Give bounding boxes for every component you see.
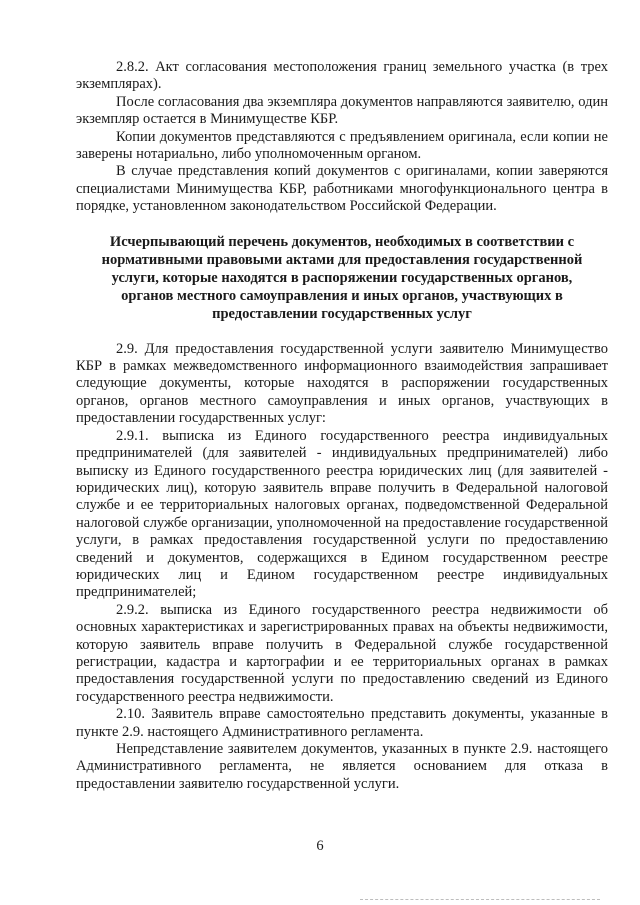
document-body — [76, 59, 608, 793]
paragraph-2-10: 2.10. Заявитель вправе самостоятельно представить документы, указанные в пункте 2.9. настоящего Административного регламента. — [76, 706, 608, 740]
paragraph-2-8-2: 2.8.2. Акт согласования местоположения границ земельного участка (в трех экземплярах). — [76, 59, 608, 93]
paragraph-2-9-1: 2.9.1. выписка из Единого государственного реестра индивидуальных предпринимателей (для заявителей - индивидуальных предпринимателей) либо выписку из Единого государственного реестра юридических лиц (для заявителей - юридических лиц), которую заявитель вправе получить в Федеральной налоговой службе и ее территориальных налоговых органах, подведомственной Федеральной налоговой службе организации, уполномоченной на предоставление государственной услуги, в рамках предоставления государственной услуги по предоставлению сведений и документов, содержащихся в Едином государственном реестре юридических лиц и Едином государственном реестре индивидуальных предпринимателей; — [76, 427, 608, 601]
scan-edge-mark — [360, 899, 600, 903]
paragraph-2-9-2: 2.9.2. выписка из Единого государственного реестра недвижимости об основных характеристиках и зарегистрированных правах на объекты недвижимости, которую заявитель вправе получить в Федеральной службе государственной регистрации, кадастра и картографии и ее территориальных органах в рамках предоставления государственной услуги по предоставлению сведений из Единого государственного реестра недвижимости. — [76, 601, 608, 705]
paragraph-approval-copies: После согласования два экземпляра документов направляются заявителю, один экземпляр остается в Минимуществе КБР. — [76, 93, 608, 128]
section-heading: Исчерпывающий перечень документов, необходимых в соответствии с нормативными правовыми актами для предоставления государственной услуги, которые находятся в распоряжении государственных органов, органов местного самоуправления и иных органов, участвующих в предоставлении государственных услуг — [101, 233, 583, 323]
paragraph-2-9: 2.9. Для предоставления государственной услуги заявителю Минимущество КБР в рамках межведомственного информационного взаимодействия запрашивает следующие документы, которые находятся в распоряжении государственных органов, органов местного самоуправления и иных органов, участвующих в предоставлении государственных услуг: — [76, 340, 608, 427]
page-number: 6 — [316, 838, 324, 854]
paragraph-copies-original: Копии документов представляются с предъявлением оригинала, если копии не заверены нотариально, либо уполномоченным органом. — [76, 128, 608, 163]
paragraph-copies-certification: В случае представления копий документов с оригиналами, копии заверяются специалистами Минимущества КБР, работниками многофункционального центра в порядке, установленном законодательством Российской Федерации. — [76, 163, 608, 215]
paragraph-non-submission: Непредставление заявителем документов, указанных в пункте 2.9. настоящего Административного регламента, не является основанием для отказа в предоставлении заявителю государственной услуги. — [76, 741, 608, 792]
